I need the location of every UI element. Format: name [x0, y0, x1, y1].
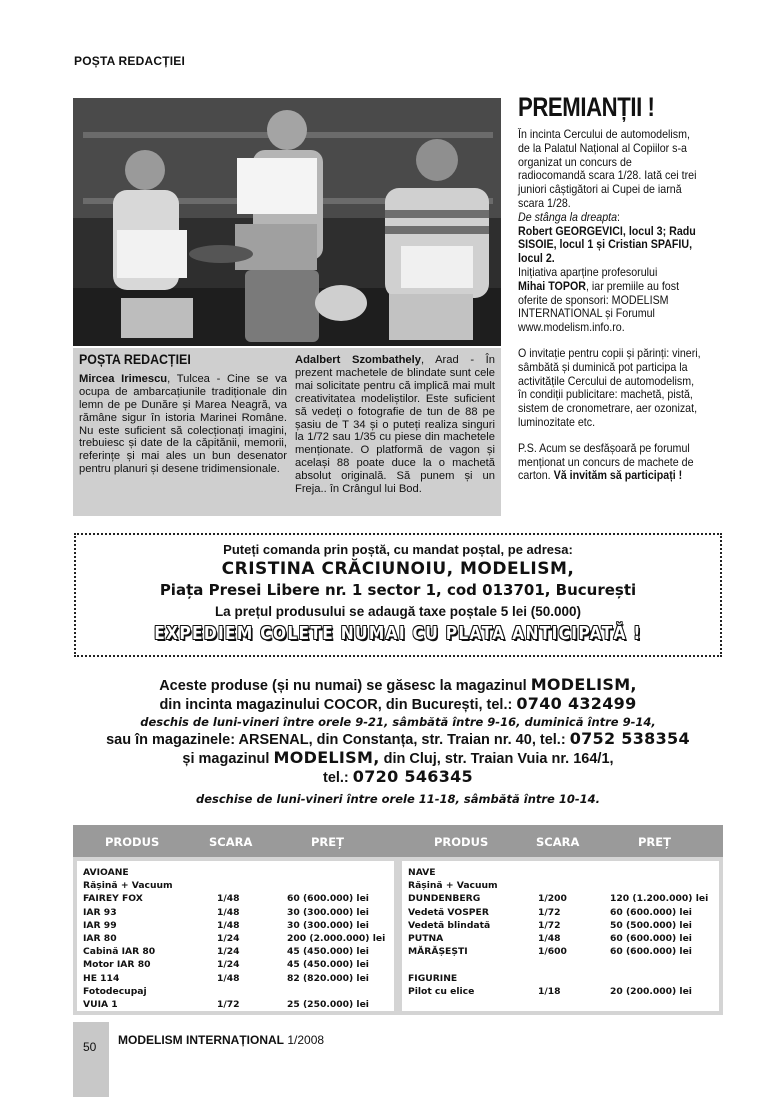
header-product: PRODUS — [105, 835, 160, 849]
header-product: PRODUS — [434, 835, 489, 849]
product-cell: Motor IAR 80 — [83, 959, 151, 971]
shops-line-1-store: MODELISM, — [530, 675, 637, 694]
shops-line-5-text: și magazinul — [182, 751, 274, 767]
product-cell: IAR 80 — [83, 933, 117, 944]
article-body — [518, 128, 702, 495]
order-box — [74, 533, 722, 657]
letter-1-author: Mircea Irimescu — [79, 372, 168, 385]
shops-line-1-text: Aceste produse (și nu numai) se găsesc la magazinul — [159, 678, 531, 694]
photo-illustration — [73, 98, 501, 346]
order-address: Piața Presei Libere nr. 1 sector 1, cod 013701, București — [159, 581, 637, 599]
price-cell: 60 (600.000) lei — [287, 893, 369, 905]
footer-magazine — [118, 1033, 324, 1047]
shops-phone-3: 0720 546345 — [352, 767, 473, 786]
product-cell: MĂRĂȘEȘTI — [408, 946, 468, 958]
article-ps: P.S. Acum se desfășoară pe forumul menționat un concurs de machete de carton. — [518, 441, 694, 483]
product-cell: Fotodecupaj — [83, 985, 147, 997]
price-cell: 30 (300.000) lei — [287, 906, 369, 918]
product-cell: FAIREY FOX — [83, 893, 143, 905]
shops-line-4-text: sau în magazinele: ARSENAL, din Constanța, str. Traian nr. 40, tel.: — [106, 732, 570, 748]
table-header-right — [398, 825, 723, 857]
shops-line-6-text: tel.: — [322, 770, 353, 786]
product-cell: IAR 93 — [83, 906, 117, 918]
price-cell: 60 (600.000) lei — [610, 946, 692, 958]
shops-line-2-text: din incinta magazinului COCOR, din București, tel.: — [159, 697, 517, 713]
scale-cell: 1/48 — [217, 972, 240, 984]
article-paragraph-3 — [518, 442, 702, 483]
scale-cell: 1/24 — [217, 946, 240, 958]
header-scale: SCARA — [536, 835, 580, 849]
table-body-right — [402, 861, 719, 1011]
magazine-issue: 1/2008 — [287, 1033, 325, 1047]
header-price: PREȚ — [311, 835, 344, 849]
price-cell: 20 (200.000) lei — [610, 985, 692, 997]
price-cell: 50 (500.000) lei — [610, 919, 692, 931]
product-cell: Rășină + Vacuum — [408, 880, 498, 892]
price-table — [73, 825, 723, 1015]
table-body-left — [77, 861, 394, 1011]
scale-cell: 1/18 — [538, 985, 561, 997]
price-cell: 60 (600.000) lei — [610, 906, 692, 918]
product-cell: HE 114 — [83, 972, 120, 984]
product-cell: Pilot cu elice — [408, 985, 475, 997]
shops-line-2 — [74, 695, 722, 714]
shops-line-6 — [74, 768, 722, 787]
scale-cell: 1/72 — [538, 906, 561, 918]
winners-photo — [73, 98, 501, 346]
magazine-title: MODELISM INTERNAȚIONAL — [118, 1033, 284, 1047]
letter-1-text: , Tulcea - Cine se va ocupa de ambarcațiunile tradiționale din lemn de pe Dunăre și Marea Neagră, va rămâne sigur în istoria Marinei Române. Nu este suficient să colecționați imagini, trebuiesc și date de la căpitănii, memorii, referințe și mai ales un bun desenator pentru planuri și desene tridimensionale. — [79, 372, 287, 476]
page-number: 50 — [83, 1040, 97, 1054]
letter-2-text: , Arad - În prezent machetele de blindate sunt cele mai solicitate pentru că implică mai mult creativitatea modeliștilor. Este suficient să vedeți o fotografie de tun de 88 pe șasiu de T 34 și o puteți realiza singuri la 1/72 sau 1/35 cu piese din machetele menționate. O platformă de vagon și același 88 poate duce la o machetă absolut originală. Să punem și un Freja.. în Crângul lui Bod. — [295, 354, 495, 496]
article-paragraph-2: O invitație pentru copii și părinți: vineri, sâmbătă și duminică pot participa la activitățile Cercului de automodelism, în condiții publicitare: machetă, pistă, sistem de cronometrare, aer ozonizat, luminozitate etc. — [518, 346, 701, 429]
shops-phone-1: 0740 432499 — [516, 694, 637, 713]
scale-cell: 1/200 — [538, 893, 567, 905]
shops-info — [74, 676, 722, 808]
shops-hours-1: deschis de luni-vineri între orele 9-21, sâmbătă între 9-16, duminică între 9-14, — [140, 715, 656, 729]
article-invite: Vă invităm să participați ! — [553, 469, 683, 483]
price-cell: 45 (450.000) lei — [287, 946, 369, 958]
product-cell: DUNDENBERG — [408, 893, 481, 905]
scale-cell: 1/600 — [538, 946, 567, 958]
shops-line-4 — [74, 730, 722, 749]
product-cell: PUTNA — [408, 933, 444, 944]
price-cell: 60 (600.000) lei — [610, 933, 692, 944]
price-cell: 25 (250.000) lei — [287, 999, 369, 1010]
shops-hours-2: deschise de luni-vineri între orele 11-18, sâmbătă între 10-14. — [195, 792, 601, 806]
scale-cell: 1/48 — [217, 906, 240, 918]
header-scale: SCARA — [209, 835, 253, 849]
letters-column-2 — [295, 354, 495, 496]
order-recipient: CRISTINA CRĂCIUNOIU, MODELISM, — [221, 559, 575, 579]
price-cell: 45 (450.000) lei — [287, 959, 369, 971]
price-cell: 30 (300.000) lei — [287, 919, 369, 931]
scale-cell: 1/48 — [538, 933, 561, 944]
shops-line-5 — [74, 749, 722, 768]
letters-column-1 — [79, 354, 287, 476]
article-sponsors: , iar premiile au fost oferite de sponsori: MODELISM INTERNATIONAL și Forumul www.modelism.info.ro. — [518, 279, 680, 335]
scale-cell: 1/48 — [217, 919, 240, 931]
article-winners: Robert GEORGEVICI, locul 3; Radu SISOIE, locul 1 și Cristian SPAFIU, locul 2. — [518, 224, 696, 266]
product-cell: Vedetă VOSPER — [408, 906, 489, 918]
order-postal-fee: La prețul produsului se adaugă taxe poștale 5 lei (50.000) — [214, 604, 582, 619]
product-cell: NAVE — [408, 867, 436, 878]
scale-cell: 1/72 — [538, 919, 561, 931]
letters-heading: POȘTA REDACȚIEI — [79, 352, 191, 367]
product-cell: AVIOANE — [83, 867, 129, 878]
scale-cell: 1/24 — [217, 959, 240, 971]
article-intro: În incinta Cercului de automodelism, de la Palatul Național al Copiilor s-a organizat un concurs de radiocomandă scara 1/28. Iată cei trei juniori câștigători ai Cupei de iarnă scara 1/28. — [518, 128, 697, 210]
table-header-left — [73, 825, 398, 857]
header-price: PREȚ — [638, 835, 671, 849]
price-cell: 200 (2.000.000) lei — [287, 933, 386, 944]
product-cell: Vedetă blindată — [408, 919, 491, 931]
price-cell: 82 (820.000) lei — [287, 972, 369, 984]
shops-line-5-store: MODELISM, — [273, 748, 380, 767]
article-paragraph-1: În incinta Cercului de automodelism, de la Palatul Național al Copiilor s-a organizat un concurs de radiocomandă scara 1/28. Iată cei trei juniori câștigători ai Cupei de iarnă scara 1/28. De stânga la dreapta: Robert GEORGEVICI, locul 3; Radu SISOIE, locul 1 și Cristian SPAFIU, locul 2. Inițiativa aparține profesorului Mihai TOPOR, iar premiile au fost oferite de sponsori: MODELISM INTERNATIONAL și Forumul www.modelism.info.ro. — [518, 128, 697, 335]
letters-box — [73, 348, 501, 516]
scale-cell: 1/24 — [217, 933, 240, 944]
scale-cell: 1/48 — [217, 893, 240, 905]
shops-phone-2: 0752 538354 — [569, 729, 690, 748]
price-table-left — [73, 825, 398, 1015]
product-cell: IAR 99 — [83, 919, 117, 931]
shops-line-5-address: din Cluj, str. Traian Vuia nr. 164/1, — [379, 751, 614, 767]
shops-line-1 — [74, 676, 722, 695]
price-cell: 120 (1.200.000) lei — [610, 893, 709, 905]
price-table-right — [398, 825, 723, 1015]
product-cell: Cabină IAR 80 — [83, 946, 156, 958]
product-cell: Rășină + Vacuum — [83, 880, 173, 892]
article-teacher: Mihai TOPOR — [518, 279, 586, 293]
article-title: PREMIANȚII ! — [518, 92, 655, 122]
letter-2-author: Adalbert Szombathely — [295, 354, 421, 366]
product-cell: VUIA 1 — [83, 999, 118, 1010]
article-caption-lead: De stânga la dreapta — [518, 210, 618, 224]
section-header: POȘTA REDACȚIEI — [74, 54, 186, 68]
product-cell: FIGURINE — [408, 972, 458, 984]
scale-cell: 1/72 — [217, 999, 240, 1010]
order-prepaid-notice: EXPEDIEM COLETE NUMAI CU PLATA ANTICIPATĂ ! — [154, 623, 642, 644]
article-initiative: Inițiativa aparține profesorului — [518, 265, 658, 279]
footer-bar — [73, 1022, 109, 1097]
order-line-1: Puteți comanda prin poștă, cu mandat poștal, pe adresa: — [223, 542, 573, 557]
